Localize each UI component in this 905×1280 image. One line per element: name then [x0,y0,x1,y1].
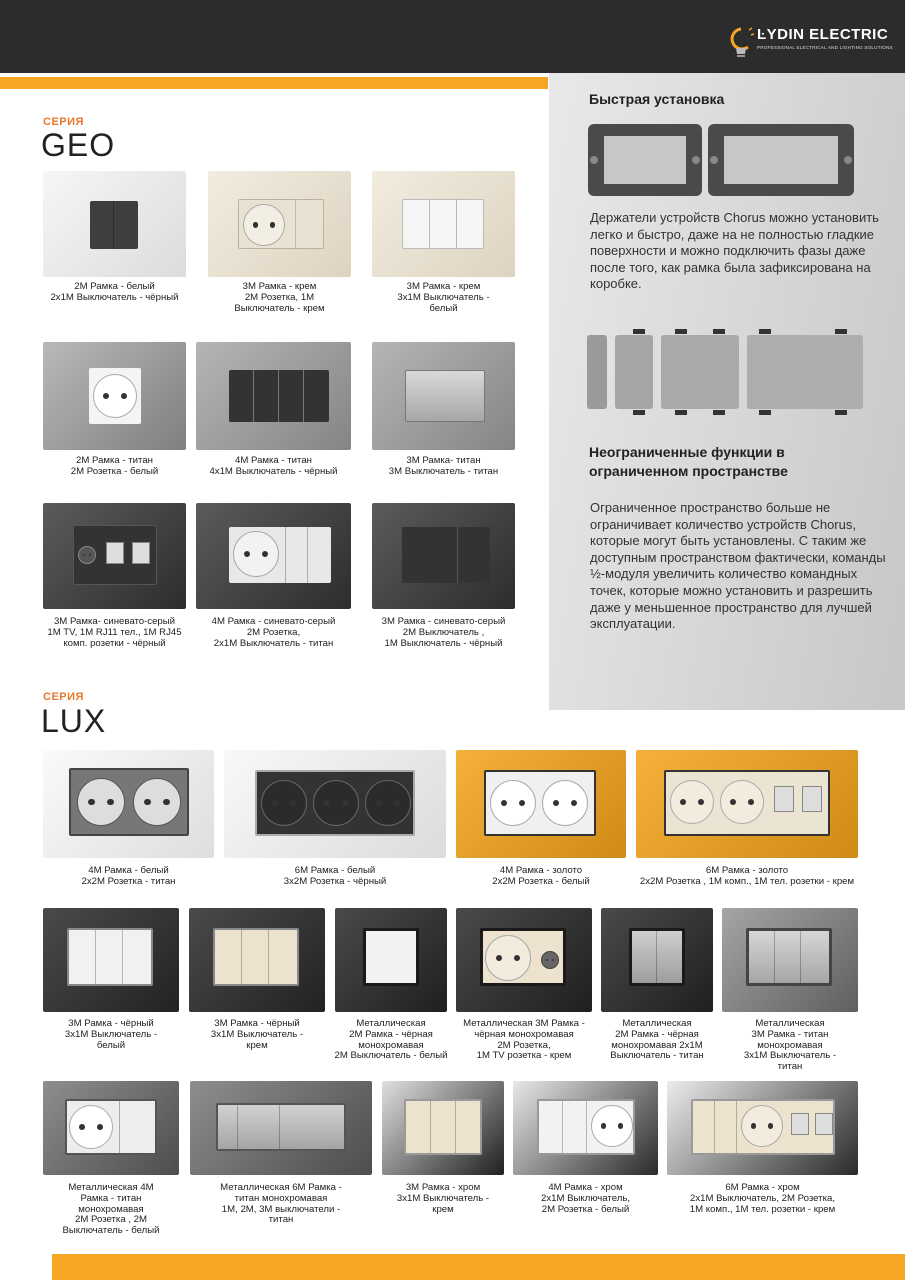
geo-caption-7: 3M Рамка- синевато-серый 1M TV, 1M RJ11 тел., 1M RJ45 комп. розетки - чёрный [47,616,182,649]
lux-caption-15: 6M Рамка - хром 2x1M Выключатель, 2M Розетка, 1M комп., 1M тел. розетки - крем [689,1182,836,1215]
geo-caption-2: 3M Рамка - крем 2M Розетка, 1M Выключатель - крем [234,281,325,314]
lux-caption-6: 3M Рамка - чёрный 3x1M Выключатель - крем [210,1018,304,1051]
orange-strip [0,77,548,89]
module-sizes-image [585,327,865,417]
lux-caption-8: Металлическая 3M Рамка - чёрная монохромавая 2M Розетка, 1M TV розетка - крем [463,1018,585,1062]
lux-caption-11: Металлическая 4M Рамка - титан монохромавая 2M Розетка , 2M Выключатель - белый [62,1182,160,1237]
lux-series-label: СЕРИЯ [43,691,84,703]
lux-caption-4: 6M Рамка - золото 2x2M Розетка , 1M комп., 1M тел. розетки - крем [639,865,855,887]
geo-caption-4: 2M Рамка - титан 2M Розетка - белый [70,455,159,477]
lux-caption-10: Металлическая 3M Рамка - титан монохромавая 3x1M Выключатель - титан [743,1018,837,1073]
info-sidebar [549,73,905,710]
brand-name: ĿYDIN ELECTRIC [757,26,889,43]
geo-caption-8: 4M Рамка - синевато-серый 2M Розетка, 2x1M Выключатель - титан [211,616,336,649]
geo-caption-1: 2M Рамка - белый 2x1M Выключатель - чёрный [50,281,179,303]
quick-install-text: Держатели устройств Chorus можно установить легко и быстро, даже на не полностью гладкие поверхности и можно подключить фазы даже после того, как рамка была зафиксирована на коробке. [590,210,879,292]
lux-series-name: LUX [41,703,107,739]
geo-caption-9: 3M Рамка - синевато-серый 2M Выключатель , 1M Выключатель - чёрный [381,616,506,649]
limited-space-text: Ограниченное пространство больше не ограничивает количество устройств Chorus, которые могут быть установлены. С таким же доступным пространством фактически, команды ½-модуля увеличить количество командных точек, которые можно установить и разрешить даже у меньшенное пространство для лучшей эксплуатации. [590,500,886,632]
limited-space-heading: Неограниченные функции в ограниченном пространстве [589,444,788,479]
lux-caption-7: Металлическая 2M Рамка - чёрная монохромавая 2M Выключатель - белый [334,1018,448,1062]
geo-caption-3: 3M Рамка - крем 3x1M Выключатель - белый [397,281,490,314]
geo-series-name: GEO [41,127,116,163]
lux-caption-13: 3M Рамка - хром 3x1M Выключатель - крем [396,1182,490,1215]
lux-caption-5: 3M Рамка - чёрный 3x1M Выключатель - белый [64,1018,158,1051]
bulb-icon [728,26,754,60]
lux-caption-12: Металлическая 6M Рамка - титан монохромавая 1M, 2M, 3M выключатели - титан [220,1182,342,1226]
brand-logo [728,26,893,60]
geo-caption-5: 4M Рамка - титан 4x1M Выключатель - чёрный [209,455,338,477]
geo-series-label: СЕРИЯ [43,116,84,128]
lux-caption-1: 4M Рамка - белый 2x2M Розетка - титан [81,865,176,887]
lux-caption-14: 4M Рамка - хром 2x1M Выключатель, 2M Розетка - белый [541,1182,630,1215]
bottom-strip [52,1254,905,1280]
lux-caption-9: Металлическая 2M Рамка - чёрная монохромавая 2x1M Выключатель - титан [610,1018,704,1062]
brand-tagline: PROFESSIONAL ELECTRICAL AND LIGHTING SOLUTIONS [757,45,893,50]
quick-install-heading: Быстрая установка [589,91,725,107]
lux-caption-2: 6M Рамка - белый 3x2M Розетка - чёрный [283,865,387,887]
lux-caption-3: 4M Рамка - золото 2x2M Розетка - белый [492,865,590,887]
geo-caption-6: 3M Рамка- титан 3M Выключатель - титан [388,455,499,477]
device-holders-image [582,120,862,200]
